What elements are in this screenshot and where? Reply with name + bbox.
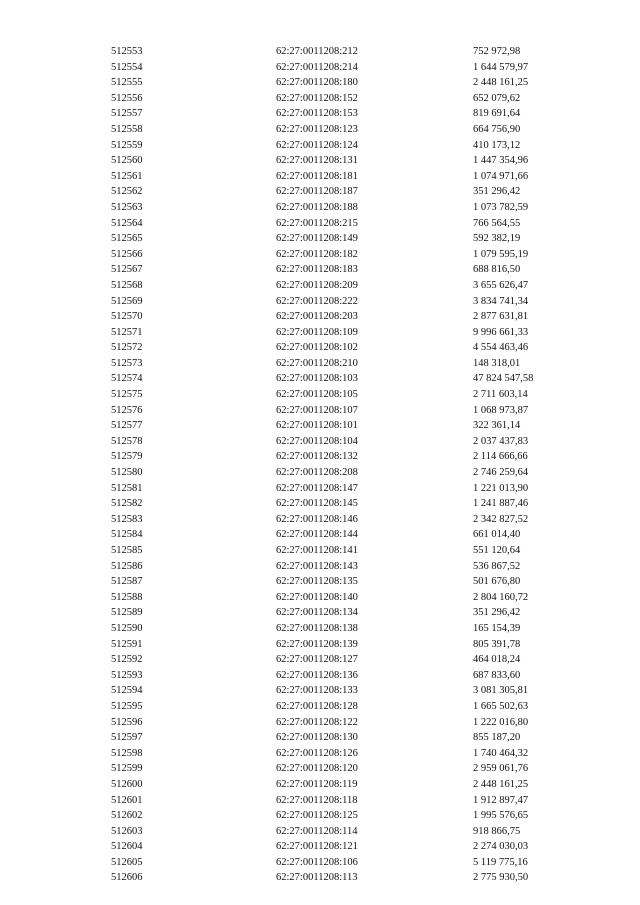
row-number: 512592 [111,654,143,666]
table-row [0,325,640,341]
cadastral-number: 62:27:0011208:132 [276,451,358,463]
table-row [0,637,640,653]
row-number: 512595 [111,700,143,712]
cadastral-value: 165 154,39 [473,622,521,634]
cadastral-value: 2 448 161,25 [473,77,529,89]
cadastral-value: 3 655 626,47 [473,279,529,291]
row-number: 512602 [111,810,143,822]
cadastral-number: 62:27:0011208:208 [276,467,358,479]
row-number: 512572 [111,342,143,354]
row-number: 512562 [111,186,143,198]
row-number: 512605 [111,856,143,868]
cadastral-number: 62:27:0011208:128 [276,700,358,712]
cadastral-number: 62:27:0011208:140 [276,591,358,603]
cadastral-value: 855 187,20 [473,732,521,744]
row-number: 512553 [111,46,143,57]
row-number: 512576 [111,404,143,416]
row-number: 512574 [111,373,143,385]
cadastral-number: 62:27:0011208:127 [276,654,358,666]
row-number: 512566 [111,248,143,260]
row-number: 512583 [111,513,143,525]
cadastral-value: 501 676,80 [473,576,521,588]
row-number: 512581 [111,482,143,494]
table-row [0,793,640,809]
table-row [0,699,640,715]
table-row [0,512,640,528]
table-row [0,777,640,793]
table-row [0,122,640,138]
table-row [0,683,640,699]
cadastral-number: 62:27:0011208:203 [276,311,358,323]
cadastral-number: 62:27:0011208:141 [276,545,358,556]
row-number: 512588 [111,591,143,603]
table-row [0,715,640,731]
cadastral-number: 62:27:0011208:144 [276,529,358,541]
table-row [0,403,640,419]
table-row [0,465,640,481]
table-row [0,559,640,575]
row-number: 512571 [111,326,143,338]
cadastral-value: 5 119 775,16 [473,856,528,868]
row-number: 512577 [111,420,143,432]
cadastral-number: 62:27:0011208:125 [276,810,358,822]
row-number: 512606 [111,872,143,884]
cadastral-number: 62:27:0011208:126 [276,747,358,759]
table-row [0,138,640,154]
cadastral-value: 752 972,98 [473,46,521,57]
table-row [0,574,640,590]
cadastral-value: 1 068 973,87 [473,404,529,416]
cadastral-value: 1 447 354,96 [473,155,529,167]
table-row [0,387,640,403]
table-row [0,730,640,746]
row-number: 512604 [111,841,143,853]
table-row [0,855,640,871]
cadastral-value: 1 665 502,63 [473,700,529,712]
cadastral-value: 1 222 016,80 [473,716,529,728]
cadastral-number: 62:27:0011208:143 [276,560,358,572]
table-row [0,808,640,824]
cadastral-value: 688 816,50 [473,264,521,276]
data-table [0,44,640,886]
cadastral-value: 1 740 464,32 [473,747,529,759]
cadastral-value: 2 775 930,50 [473,872,529,884]
cadastral-value: 2 274 030,03 [473,841,529,853]
row-number: 512579 [111,451,143,463]
cadastral-value: 322 361,14 [473,420,521,432]
cadastral-number: 62:27:0011208:135 [276,576,358,588]
cadastral-number: 62:27:0011208:120 [276,763,358,775]
table-row [0,184,640,200]
cadastral-number: 62:27:0011208:123 [276,123,358,135]
cadastral-number: 62:27:0011208:188 [276,201,358,213]
row-number: 512590 [111,622,143,634]
cadastral-number: 62:27:0011208:145 [276,498,358,510]
cadastral-number: 62:27:0011208:187 [276,186,358,198]
row-number: 512559 [111,139,143,151]
cadastral-number: 62:27:0011208:149 [276,233,358,245]
table-row [0,106,640,122]
cadastral-value: 766 564,55 [473,217,521,229]
cadastral-value: 2 114 666,66 [473,451,528,463]
table-row [0,75,640,91]
cadastral-number: 62:27:0011208:121 [276,841,358,853]
row-number: 512578 [111,435,143,447]
table-row [0,91,640,107]
cadastral-value: 1 073 782,59 [473,201,529,213]
cadastral-number: 62:27:0011208:139 [276,638,358,650]
table-row [0,262,640,278]
table-row [0,481,640,497]
row-number: 512567 [111,264,143,276]
table-row [0,278,640,294]
cadastral-number: 62:27:0011208:101 [276,420,358,432]
cadastral-value: 2 959 061,76 [473,763,529,775]
row-number: 512555 [111,77,143,89]
row-number: 512568 [111,279,143,291]
row-number: 512558 [111,123,143,135]
table-row [0,605,640,621]
cadastral-value: 661 014,40 [473,529,521,541]
cadastral-number: 62:27:0011208:114 [276,825,358,837]
cadastral-number: 62:27:0011208:181 [276,170,358,182]
cadastral-number: 62:27:0011208:180 [276,77,358,89]
row-number: 512560 [111,155,143,167]
cadastral-number: 62:27:0011208:147 [276,482,358,494]
cadastral-number: 62:27:0011208:118 [276,794,358,806]
table-row [0,418,640,434]
cadastral-value: 9 996 661,33 [473,326,529,338]
cadastral-number: 62:27:0011208:152 [276,92,358,104]
row-number: 512596 [111,716,143,728]
row-number: 512593 [111,669,143,681]
cadastral-value: 464 018,24 [473,654,521,666]
row-number: 512582 [111,498,143,510]
cadastral-value: 687 833,60 [473,669,521,681]
cadastral-value: 47 824 547,58 [473,373,534,385]
table-row [0,449,640,465]
cadastral-value: 1 912 897,47 [473,794,529,806]
cadastral-number: 62:27:0011208:107 [276,404,358,416]
cadastral-value: 2 448 161,25 [473,778,529,790]
cadastral-value: 819 691,64 [473,108,521,120]
row-number: 512589 [111,607,143,619]
cadastral-number: 62:27:0011208:124 [276,139,358,151]
table-row [0,153,640,169]
cadastral-value: 1 995 576,65 [473,810,529,822]
row-number: 512586 [111,560,143,572]
table-row [0,294,640,310]
cadastral-value: 551 120,64 [473,545,521,556]
cadastral-number: 62:27:0011208:134 [276,607,358,619]
table-row [0,371,640,387]
table-row [0,761,640,777]
row-number: 512570 [111,311,143,323]
table-row [0,434,640,450]
cadastral-number: 62:27:0011208:122 [276,716,358,728]
row-number: 512557 [111,108,143,120]
table-row [0,309,640,325]
cadastral-value: 652 079,62 [473,92,521,104]
row-number: 512584 [111,529,143,541]
row-number: 512563 [111,201,143,213]
cadastral-value: 805 391,78 [473,638,521,650]
table-row [0,216,640,232]
cadastral-number: 62:27:0011208:182 [276,248,358,260]
cadastral-value: 536 867,52 [473,560,521,572]
table-row [0,496,640,512]
cadastral-number: 62:27:0011208:222 [276,295,358,307]
table-row [0,356,640,372]
row-number: 512598 [111,747,143,759]
cadastral-value: 1 644 579,97 [473,61,529,73]
cadastral-value: 592 382,19 [473,233,521,245]
row-number: 512569 [111,295,143,307]
cadastral-value: 2 711 603,14 [473,389,528,401]
row-number: 512565 [111,233,143,245]
cadastral-number: 62:27:0011208:103 [276,373,358,385]
table-row [0,247,640,263]
cadastral-number: 62:27:0011208:138 [276,622,358,634]
table-row [0,60,640,76]
cadastral-value: 1 079 595,19 [473,248,529,260]
cadastral-value: 1 221 013,90 [473,482,529,494]
cadastral-number: 62:27:0011208:106 [276,856,358,868]
cadastral-value: 351 296,42 [473,607,521,619]
row-number: 512556 [111,92,143,104]
cadastral-value: 2 037 437,83 [473,435,529,447]
cadastral-number: 62:27:0011208:146 [276,513,358,525]
cadastral-number: 62:27:0011208:153 [276,108,358,120]
cadastral-number: 62:27:0011208:119 [276,778,358,790]
cadastral-value: 3 834 741,34 [473,295,529,307]
row-number: 512564 [111,217,143,229]
table-row [0,543,640,559]
cadastral-number: 62:27:0011208:210 [276,357,358,369]
table-row [0,621,640,637]
cadastral-number: 62:27:0011208:113 [276,872,358,884]
row-number: 512603 [111,825,143,837]
cadastral-value: 2 746 259,64 [473,467,529,479]
cadastral-value: 3 081 305,81 [473,685,529,697]
row-number: 512591 [111,638,143,650]
cadastral-value: 918 866,75 [473,825,521,837]
table-row [0,590,640,606]
cadastral-number: 62:27:0011208:130 [276,732,358,744]
cadastral-number: 62:27:0011208:131 [276,155,358,167]
cadastral-number: 62:27:0011208:105 [276,389,358,401]
row-number: 512575 [111,389,143,401]
cadastral-value: 2 342 827,52 [473,513,529,525]
cadastral-number: 62:27:0011208:209 [276,279,358,291]
table-row [0,652,640,668]
table-row [0,44,640,60]
cadastral-value: 410 173,12 [473,139,521,151]
cadastral-value: 351 296,42 [473,186,521,198]
table-row [0,340,640,356]
cadastral-number: 62:27:0011208:104 [276,435,358,447]
cadastral-value: 1 074 971,66 [473,170,529,182]
row-number: 512597 [111,732,143,744]
cadastral-number: 62:27:0011208:215 [276,217,358,229]
cadastral-number: 62:27:0011208:109 [276,326,358,338]
cadastral-value: 2 877 631,81 [473,311,529,323]
row-number: 512585 [111,545,143,556]
row-number: 512554 [111,61,143,73]
cadastral-number: 62:27:0011208:183 [276,264,358,276]
row-number: 512580 [111,467,143,479]
row-number: 512587 [111,576,143,588]
table-row [0,527,640,543]
table-row [0,870,640,886]
row-number: 512600 [111,778,143,790]
table-row [0,824,640,840]
cadastral-number: 62:27:0011208:102 [276,342,358,354]
cadastral-value: 2 804 160,72 [473,591,529,603]
row-number: 512573 [111,357,143,369]
cadastral-number: 62:27:0011208:214 [276,61,358,73]
cadastral-value: 4 554 463,46 [473,342,529,354]
cadastral-number: 62:27:0011208:133 [276,685,358,697]
row-number: 512561 [111,170,143,182]
row-number: 512599 [111,763,143,775]
cadastral-number: 62:27:0011208:212 [276,46,358,57]
cadastral-value: 664 756,90 [473,123,521,135]
table-row [0,200,640,216]
table-row [0,746,640,762]
table-row [0,839,640,855]
table-row [0,231,640,247]
table-row [0,169,640,185]
row-number: 512594 [111,685,143,697]
cadastral-value: 1 241 887,46 [473,498,529,510]
cadastral-number: 62:27:0011208:136 [276,669,358,681]
table-row [0,668,640,684]
row-number: 512601 [111,794,143,806]
cadastral-value: 148 318,01 [473,357,521,369]
